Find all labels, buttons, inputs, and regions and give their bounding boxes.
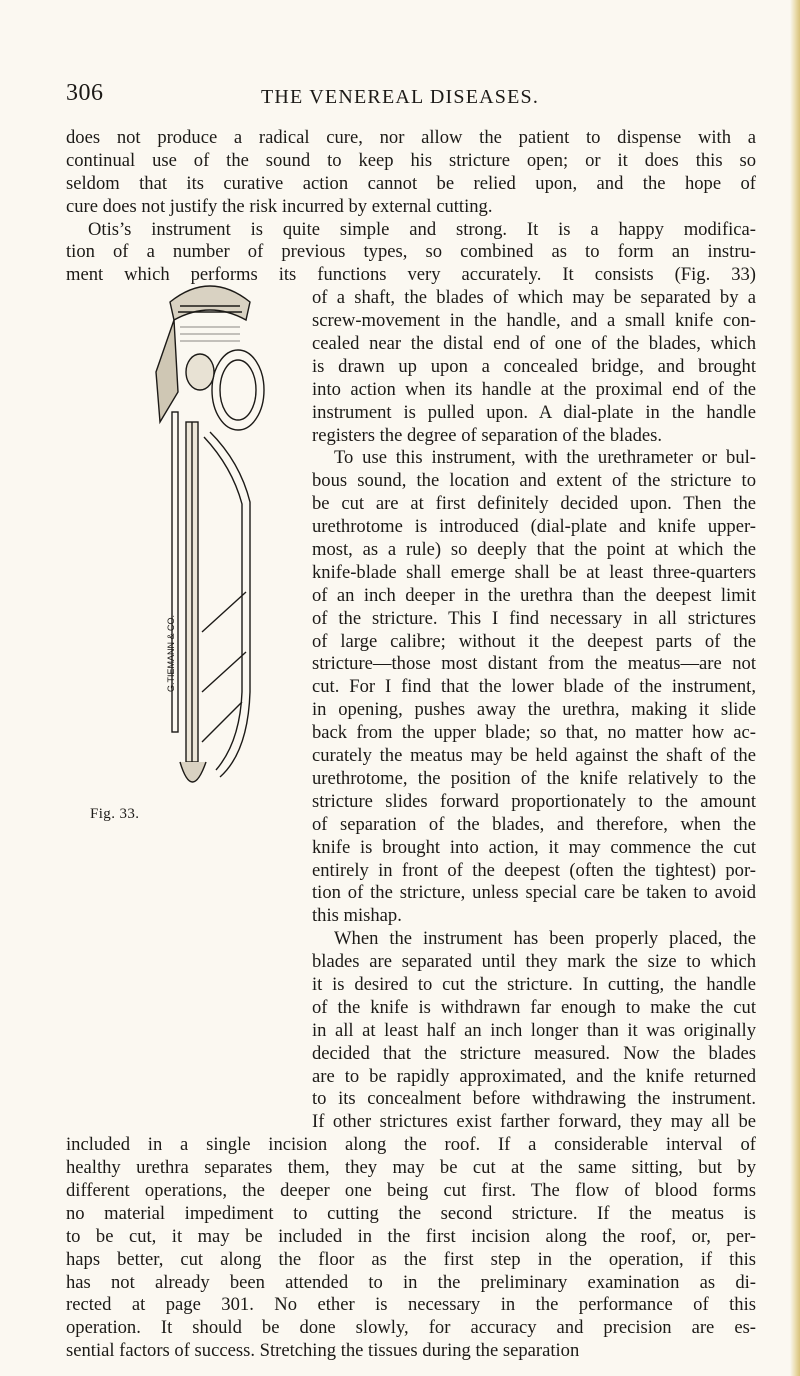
text-line: operation. It should be done slowly, for accuracy and precision are es- [66, 1317, 756, 1339]
text-line: included in a single incision along the roof. If a considerable interval of [66, 1134, 756, 1156]
text-line: ment which performs its functions very accurately. It consists (Fig. 33) [66, 264, 756, 286]
text-line: to its concealment before withdrawing the instrument. [312, 1088, 756, 1110]
text-line: decided that the stricture measured. Now the blades [312, 1042, 756, 1064]
text-line: different operations, the deeper one being cut first. The flow of blood forms [66, 1179, 756, 1201]
text-line: blades are separated until they mark the size to which [312, 951, 756, 973]
page-edge [790, 0, 800, 1376]
text-line: has not already been attended to in the preliminary examination as di- [66, 1271, 756, 1293]
text-line: to be cut, it may be included in the first incision along the roof, or, per- [66, 1225, 756, 1247]
text-line: urethrotome is introduced (dial-plate and knife upper- [312, 516, 756, 538]
text-line: Otis’s instrument is quite simple and strong. It is a happy modifica- [88, 218, 756, 240]
text-line: knife-blade shall emerge shall be at least three-quarters [312, 561, 756, 583]
text-line: screw-movement in the handle, and a small knife con- [312, 310, 756, 332]
text-line: tion of the stricture, unless special care be taken to avoid [312, 882, 756, 904]
text-line: continual use of the sound to keep his stricture open; or it does this so [66, 149, 756, 171]
text-line: seldom that its curative action cannot be relied upon, and the hope of [66, 172, 756, 194]
text-line: rected at page 301. No ether is necessary in the performance of this [66, 1294, 756, 1316]
text-line: instrument is pulled upon. A dial-plate in the handle [312, 401, 756, 423]
text-line: of an inch deeper in the urethra than the deepest limit [312, 584, 756, 606]
text-line: When the instrument has been properly placed, the [334, 928, 756, 950]
text-line: curately the meatus may be held against the shaft of the [312, 745, 756, 767]
text-line: bous sound, the location and extent of the stricture to [312, 470, 756, 492]
text-line: no material impediment to cutting the second stricture. If the meatus is [66, 1202, 756, 1224]
text-line: If other strictures exist farther forward, they may all be [312, 1111, 756, 1133]
text-line: in all at least half an inch longer than it was originally [312, 1019, 756, 1041]
text-line: sential factors of success. Stretching the tissues during the separation [66, 1340, 580, 1362]
text-line: into action when its handle at the proximal end of the [312, 378, 756, 400]
text-line: does not produce a radical cure, nor allow the patient to dispense with a [66, 127, 756, 148]
text-line: be cut are at first definitely decided upon. Then the [312, 493, 756, 515]
maker-mark: G.TIEMANN & CO. [166, 614, 176, 692]
text-line: of large calibre; without it the deepest parts of the [312, 630, 756, 652]
text-line: haps better, cut along the floor as the first step in the operation, if this [66, 1248, 756, 1270]
text-line: stricture slides forward proportionately to the amount [312, 790, 756, 812]
text-line: most, as a rule) so deeply that the point at which the [312, 539, 756, 561]
text-line: entirely in front of the deepest (often the tightest) por- [312, 859, 756, 881]
text-line: of separation of the blades, and therefore, when the [312, 813, 756, 835]
text-line: cealed near the distal end of one of the blades, which [312, 333, 756, 355]
text-line: healthy urethra separates them, they may be cut at the same sitting, but by [66, 1157, 756, 1179]
running-title: THE VENEREAL DISEASES. [260, 86, 540, 108]
text-line: is drawn up upon a concealed bridge, and brought [312, 355, 756, 377]
text-line: knife is brought into action, it may commence the cut [312, 836, 756, 858]
text-line: of the knife is withdrawn far enough to make the cut [312, 996, 756, 1018]
text-line: To use this instrument, with the urethrameter or bul- [334, 447, 756, 469]
text-line: cure does not justify the risk incurred by external cutting. [66, 195, 493, 217]
text-line: of the stricture. This I find necessary in all strictures [312, 607, 756, 629]
text-line: are to be rapidly approximated, and the knife returned [312, 1065, 756, 1087]
text-line: registers the degree of separation of the blades. [312, 424, 663, 446]
page-number: 306 [66, 80, 104, 106]
text-line: of a shaft, the blades of which may be separated by a [312, 287, 756, 309]
figure-caption: Fig. 33. [90, 806, 140, 822]
text-line: back from the upper blade; so that, no matter how ac- [312, 722, 756, 744]
text-line: tion of a number of previous types, so combined as to form an instru- [66, 241, 756, 263]
text-line: it is desired to cut the stricture. In cutting, the handle [312, 973, 756, 995]
text-line: in opening, pushes away the urethra, making it slide [312, 699, 756, 721]
text-line: stricture—those most distant from the meatus—are not [312, 653, 756, 675]
text-line: this mishap. [312, 905, 402, 927]
text-line: cut. For I find that the lower blade of the instrument, [312, 676, 756, 698]
body-text [66, 127, 756, 1363]
text-line: urethrotome, the position of the knife relatively to the [312, 767, 756, 789]
